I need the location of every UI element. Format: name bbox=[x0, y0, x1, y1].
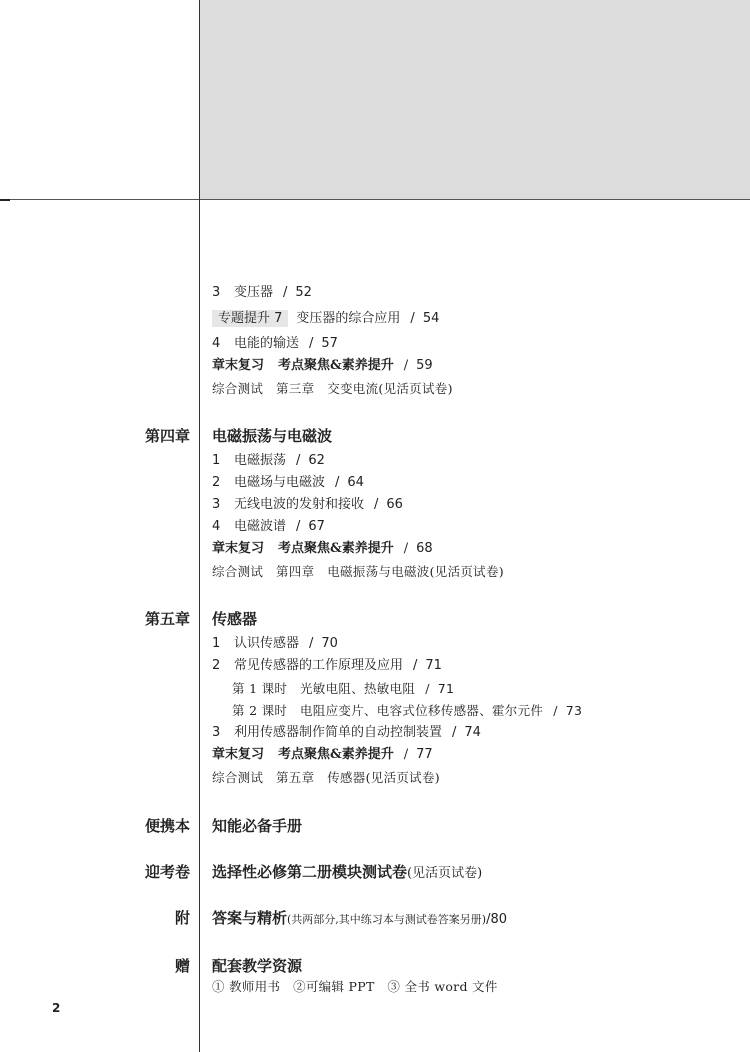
toc-entry-test[interactable]: 综合测试 第三章 交变电流(见活页试卷) bbox=[212, 381, 453, 396]
toc-entry[interactable]: 4 电能的输送 / 57 bbox=[212, 336, 338, 351]
section-title[interactable]: 知能必备手册 bbox=[212, 817, 303, 835]
toc-entry[interactable]: 1 认识传感器 / 70 bbox=[212, 636, 338, 651]
chapter-label: 第五章 bbox=[144, 610, 190, 628]
resource-list: ① 教师用书 ②可编辑 PPT ③ 全书 word 文件 bbox=[212, 979, 498, 994]
toc-entry[interactable]: 4 电磁波谱 / 67 bbox=[212, 519, 325, 534]
chapter-title[interactable]: 传感器 bbox=[212, 610, 258, 628]
section-label: 便携本 bbox=[144, 817, 190, 835]
page-number: 2 bbox=[52, 1001, 61, 1015]
toc-entry-review[interactable]: 章末复习 考点聚焦&素养提升 / 59 bbox=[212, 358, 433, 373]
header-divider bbox=[0, 199, 200, 200]
section-label: 附 bbox=[174, 909, 190, 927]
toc-subentry[interactable]: 第 1 课时 光敏电阻、热敏电阻 / 71 bbox=[232, 681, 455, 696]
toc-entry-test[interactable]: 综合测试 第四章 电磁振荡与电磁波(见活页试卷) bbox=[212, 564, 504, 579]
toc-subentry[interactable]: 第 2 课时 电阻应变片、电容式位移传感器、霍尔元件 / 73 bbox=[232, 703, 583, 718]
toc-entry[interactable]: 3 利用传感器制作简单的自动控制装置 / 74 bbox=[212, 725, 481, 740]
chapter-title[interactable]: 电磁振荡与电磁波 bbox=[212, 427, 333, 445]
section-title[interactable]: 答案与精析(共两部分,其中练习本与测试卷答案另册)/80 bbox=[212, 909, 508, 927]
section-title[interactable]: 选择性必修第二册模块测试卷(见活页试卷) bbox=[212, 863, 483, 881]
topic-tag: 专题提升 7 bbox=[212, 310, 288, 327]
toc-entry-review[interactable]: 章末复习 考点聚焦&素养提升 / 68 bbox=[212, 541, 433, 556]
toc-entry[interactable]: 3 无线电波的发射和接收 / 66 bbox=[212, 497, 403, 512]
toc-entry-test[interactable]: 综合测试 第五章 传感器(见活页试卷) bbox=[212, 770, 440, 785]
toc-entry[interactable]: 1 电磁振荡 / 62 bbox=[212, 453, 325, 468]
toc-entry[interactable]: 3 变压器 / 52 bbox=[212, 285, 312, 300]
toc-entry[interactable]: 专题提升 7 变压器的综合应用 / 54 bbox=[212, 310, 439, 328]
toc-entry[interactable]: 2 常见传感器的工作原理及应用 / 71 bbox=[212, 658, 442, 673]
section-label: 迎考卷 bbox=[144, 863, 190, 881]
section-label: 赠 bbox=[174, 957, 190, 975]
vertical-rule bbox=[199, 0, 200, 1052]
section-title: 配套教学资源 bbox=[212, 957, 303, 975]
header-gray-panel bbox=[200, 0, 750, 200]
chapter-label: 第四章 bbox=[144, 427, 190, 445]
toc-entry-review[interactable]: 章末复习 考点聚焦&素养提升 / 77 bbox=[212, 747, 433, 762]
toc-entry[interactable]: 2 电磁场与电磁波 / 64 bbox=[212, 475, 364, 490]
header-divider-mark bbox=[0, 199, 10, 201]
